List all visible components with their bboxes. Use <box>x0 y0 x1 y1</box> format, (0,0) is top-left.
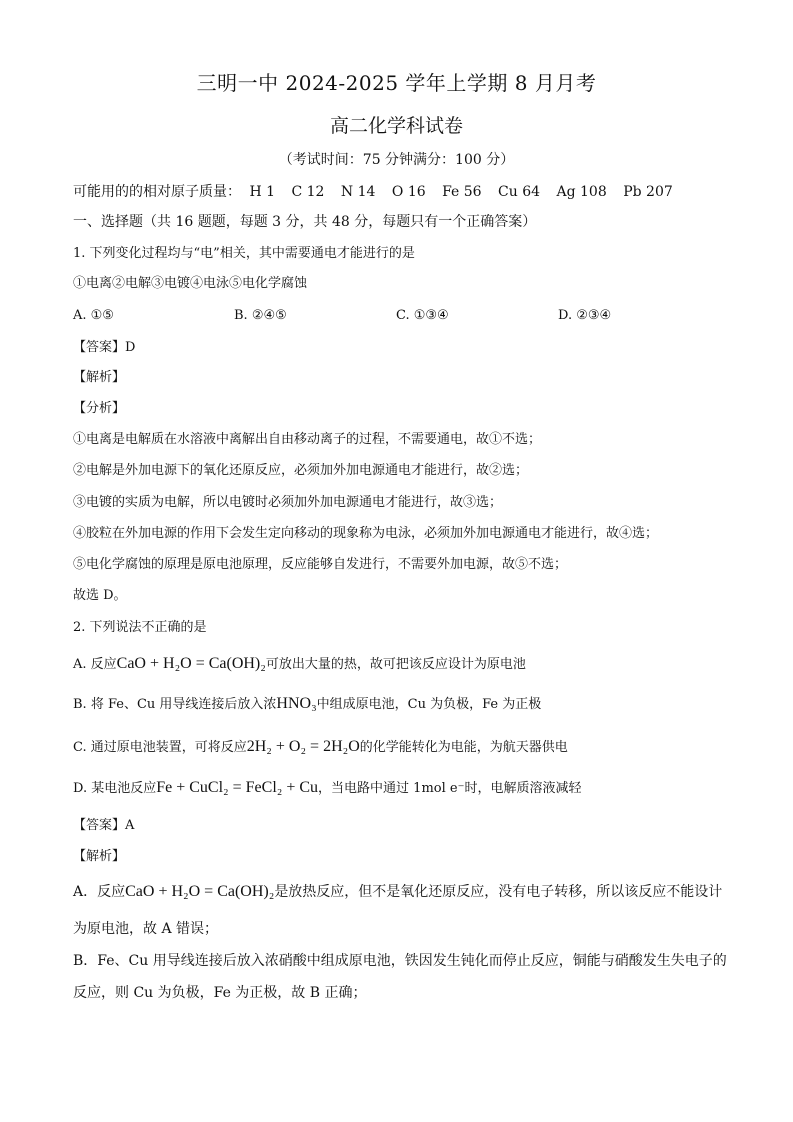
q1-analysis-line: ①电离是电解质在水溶液中离解出自由移动离子的过程，不需要通电，故①不选； <box>73 432 542 447</box>
q2-solution-a-formula: CaO + H₂O = Ca(OH)₂ <box>125 883 275 900</box>
q2-option-b-prefix: B. 将 Fe、Cu 用导线连接后放入浓 <box>73 697 277 712</box>
q1-option-c: C. ①③④ <box>396 308 449 323</box>
q2-stem: 2. 下列说法不正确的是 <box>73 620 207 635</box>
q2-option-a-formula: CaO + H₂O = Ca(OH)₂ <box>116 655 266 672</box>
q2-solution-a <box>73 883 722 901</box>
atomic-masses <box>73 183 685 201</box>
q2-answer: 【答案】A <box>73 818 135 833</box>
q2-option-c-formula: 2H₂ + O₂ = 2H₂O <box>246 738 360 755</box>
q1-option-d: D. ②③④ <box>558 308 612 323</box>
atomic-mass-item: Fe 56 <box>442 184 482 200</box>
q2-option-d <box>73 779 581 798</box>
q2-option-c-text: 的化学能转化为电能，为航天器供电 <box>359 740 568 755</box>
q1-analysis-line: ③电镀的实质为电解，所以电镀时必须加外加电源通电才能进行，故③选； <box>73 495 503 510</box>
q2-option-d-formula: Fe + CuCl₂ = FeCl₂ + Cu <box>156 779 319 796</box>
q2-option-a-text: 可放出大量的热，故可把该反应设计为原电池 <box>265 657 526 672</box>
q2-option-c <box>73 738 568 757</box>
q2-option-c-prefix: C. 通过原电池装置，可将反应 <box>73 740 247 755</box>
q1-option-a: A. ①⑤ <box>73 308 114 323</box>
q1-analysis-line: ⑤电化学腐蚀的原理是原电池原理，反应能够自发进行，不需要外加电源，故⑤不选； <box>73 557 568 572</box>
q1-answer: 【答案】D <box>73 340 136 355</box>
q2-option-a-prefix: A. 反应 <box>73 657 117 672</box>
q1-analysis-line: ④胶粒在外加电源的作用下会发生定向移动的现象称为电泳，必须加外加电源通电才能进行，故④选； <box>73 526 659 541</box>
section-heading: 一、选择题（共 16 题题，每题 3 分，共 48 分，每题只有一个正确答案） <box>73 214 537 230</box>
q1-option-b: B. ②④⑤ <box>234 308 287 323</box>
atomic-mass-item: C 12 <box>291 184 325 200</box>
q1-fenxi-label: 【分析】 <box>73 401 126 416</box>
q1-stem: 1. 下列变化过程均与“电”相关，其中需要通电才能进行的是 <box>73 246 415 261</box>
q1-analysis-line: ②电解是外加电源下的氧化还原反应，必须加外加电源通电才能进行，故②选； <box>73 463 529 478</box>
atomic-mass-item: Ag 108 <box>556 184 607 200</box>
q2-solution-b-cont: 反应，则 Cu 为负极，Fe 为正极，故 B 正确； <box>73 985 367 1001</box>
atomic-mass-item: N 14 <box>340 184 376 200</box>
q2-solution-a-prefix: A．反应 <box>73 884 126 900</box>
q1-items: ①电离②电解③电镀④电泳⑤电化学腐蚀 <box>73 276 308 291</box>
atomic-mass-item: H 1 <box>249 184 276 200</box>
q2-solution-b: B．Fe、Cu 用导线连接后放入浓硝酸中组成原电池，铁因发生钝化而停止反应，铜能与硝酸发生失电子的 <box>73 953 727 969</box>
q2-option-a <box>73 655 526 674</box>
exam-info: （考试时间：75 分钟满分：100 分） <box>278 152 515 168</box>
q2-option-b <box>73 695 541 714</box>
q2-option-b-text: 中组成原电池，Cu 为负极，Fe 为正极 <box>316 697 542 712</box>
exam-title: 三明一中 2024-2025 学年上学期 8 月月考 <box>196 71 597 95</box>
q2-jiexi-label: 【解析】 <box>73 849 126 864</box>
exam-subtitle: 高二化学科试卷 <box>329 115 463 137</box>
q2-solution-a-text: 是放热反应，但不是氧化还原反应，没有电子转移，所以该反应不能设计 <box>274 884 723 900</box>
atomic-mass-item: Pb 207 <box>623 184 673 200</box>
atomic-masses-label: 可能用的的相对原子质量： <box>73 184 241 200</box>
q2-option-d-text: ，当电路中通过 1mol e⁻时，电解质溶液减轻 <box>318 781 582 796</box>
q2-option-d-prefix: D. 某电池反应 <box>73 781 157 796</box>
q2-solution-a-cont: 为原电池，故 A 错误； <box>73 921 219 937</box>
atomic-mass-item: Cu 64 <box>498 184 541 200</box>
q1-conclusion: 故选 D。 <box>73 588 127 603</box>
atomic-mass-item: O 16 <box>391 184 426 200</box>
q2-option-b-formula: HNO₃ <box>276 695 317 712</box>
q1-jiexi-label: 【解析】 <box>73 370 126 385</box>
